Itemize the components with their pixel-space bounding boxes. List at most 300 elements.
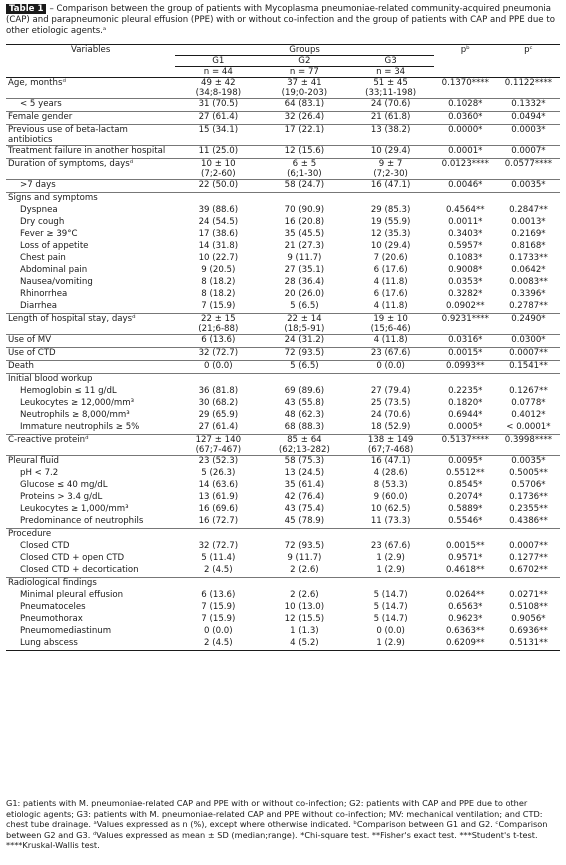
header-n3: n = 34 [347,67,433,78]
table-row [6,335,560,348]
cell-pb-text: 0.6363** [445,626,485,636]
cell-g1-text: 11 (25.0) [198,146,239,156]
cell-g2 [261,541,347,553]
row-label [6,265,175,277]
cell-pb-text: 0.6563* [448,602,483,612]
table-row [6,529,560,542]
cell-g3 [347,217,433,229]
cell-g1 [175,253,261,265]
row-label [6,241,175,253]
cell-pb [434,205,497,217]
header-blank [434,67,497,78]
cell-g3-text: 6 (17.6) [373,289,408,299]
row-label-text: Use of CTD [8,348,56,358]
cell-g3-range: (33;11-198) [365,88,417,98]
cell-g2-text: 1 (1.3) [290,626,319,636]
cell-g1-text: 22 ± 15 [201,314,236,324]
cell-g2-text: 10 (13.0) [284,602,325,612]
cell-pc [497,265,560,277]
cell-g2 [261,626,347,638]
cell-g1-text: 32 (72.7) [198,541,239,551]
table-row [6,146,560,159]
row-label-text: Length of hospital stay, daysᵈ [8,314,136,324]
cell-g2-text: 72 (93.5) [284,541,325,551]
table-row [6,516,560,529]
cell-g2 [261,456,347,469]
table-row [6,504,560,516]
cell-g3-text: 0 (0.0) [376,361,405,371]
row-label [6,435,175,456]
cell-g2-text: 69 (89.6) [284,386,325,396]
cell-g2 [261,398,347,410]
cell-g1-text: 7 (15.9) [201,301,236,311]
row-label [6,374,175,387]
row-label [6,277,175,289]
cell-g3-text: 25 (73.5) [370,398,411,408]
cell-pb-text: 0.0993** [445,361,485,371]
cell-g1-text: 9 (20.5) [201,265,236,275]
cell-g1 [175,361,261,374]
row-label [6,125,175,146]
cell-g3 [347,314,433,335]
row-label-text: Closed CTD [20,541,70,551]
cell-g2 [261,289,347,301]
cell-g3-range: (15;6-46) [370,324,411,334]
cell-pc [497,614,560,626]
cell-g1 [175,456,261,469]
row-label-text: Dyspnea [20,205,58,215]
cell-pb-text: 0.9231**** [441,314,489,324]
row-label-text: Immature neutrophils ≥ 5% [20,422,140,432]
cell-g2-text: 35 (45.5) [284,229,325,239]
row-label-text: Leukocytes ≥ 12,000/mm³ [20,398,135,408]
cell-pb-text: 0.1820* [448,398,483,408]
header-g2: G2 [261,56,347,67]
row-label-text: C-reactive proteinᵈ [8,435,89,445]
table-row [6,492,560,504]
cell-pc-text: 0.0642* [511,265,546,275]
cell-g2-text: 68 (88.3) [284,422,325,432]
cell-pc-text: 0.1122**** [504,78,553,88]
cell-g1 [175,386,261,398]
cell-pb [434,456,497,469]
cell-g1 [175,146,261,159]
cell-g1 [175,112,261,125]
cell-g2 [261,565,347,578]
cell-g3-text: 9 (60.0) [373,492,408,502]
row-label-text: Closed CTD + decortication [20,565,139,575]
cell-g2-text: 28 (36.4) [284,277,325,287]
table-row [6,422,560,435]
cell-g3 [347,504,433,516]
cell-g2-range: (19;0-203) [281,88,328,98]
table-row [6,374,560,387]
table-row [6,602,560,614]
cell-g3-text: 1 (2.9) [376,565,405,575]
cell-g2 [261,410,347,422]
cell-pb [434,386,497,398]
cell-pb-text: 0.0360* [448,112,483,122]
table-row [6,253,560,265]
row-label-text: Loss of appetite [20,241,89,251]
cell-g1-text: 6 (13.6) [201,590,236,600]
cell-g1-text: 6 (13.6) [201,335,236,345]
cell-pc [497,492,560,504]
cell-g2-text: 12 (15.6) [284,146,325,156]
row-label-text: pH < 7.2 [20,468,59,478]
row-label [6,314,175,335]
cell-pb [434,410,497,422]
cell-g1 [175,541,261,553]
cell-pb-text: 0.4564** [445,205,485,215]
cell-g2-text: 12 (15.5) [284,614,325,624]
cell-pc [497,205,560,217]
cell-pc [497,626,560,638]
cell-g1-text: 10 (22.7) [198,253,239,263]
cell-pb [434,492,497,504]
cell-pc [497,314,560,335]
cell-g2 [261,78,347,99]
cell-g1-text: 31 (70.5) [198,99,239,109]
cell-pc [497,435,560,456]
cell-pb [434,374,497,387]
cell-pb-text: 0.9571* [448,553,483,563]
cell-g1-text: 32 (72.7) [198,348,239,358]
cell-pc-text: 0.5108** [509,602,548,612]
row-label-text: Neutrophils ≥ 8,000/mm³ [20,410,130,420]
cell-g1-text: 27 (61.4) [198,112,239,122]
cell-g3 [347,614,433,626]
cell-g3 [347,277,433,289]
cell-g1-range: (34;8-198) [195,88,242,98]
table-row [6,180,560,193]
cell-g1-text: 14 (31.8) [198,241,239,251]
table-row [6,456,560,469]
cell-pb [434,529,497,542]
cell-g1-text: 14 (63.6) [198,480,239,490]
cell-g1-text: 16 (72.7) [198,516,239,526]
cell-pc [497,217,560,229]
cell-g3 [347,590,433,602]
cell-pb [434,468,497,480]
cell-g3 [347,602,433,614]
cell-pb-text: 0.0005* [448,422,483,432]
table-row [6,112,560,125]
cell-g2-text: 43 (55.8) [284,398,325,408]
cell-g3 [347,112,433,125]
table-row [6,241,560,253]
row-label-text: Pneumatoceles [20,602,86,612]
table-row [6,553,560,565]
table-row [6,229,560,241]
cell-g3 [347,422,433,435]
cell-pc-text: 0.1332* [511,99,546,109]
row-label [6,504,175,516]
table-row [6,614,560,626]
cell-g2 [261,348,347,361]
cell-g2-text: 9 (11.7) [287,253,322,263]
cell-g2-text: 9 (11.7) [287,553,322,563]
header-blank [497,67,560,78]
cell-g3 [347,492,433,504]
row-label-text: Hemoglobin ≤ 11 g/dL [20,386,117,396]
cell-g3-text: 11 (73.3) [370,516,411,526]
cell-g2-text: 4 (5.2) [290,638,319,648]
cell-pc-text: 0.6936** [509,626,548,636]
cell-g2 [261,590,347,602]
cell-g1-text: 24 (54.5) [198,217,239,227]
cell-pc-text: 0.0083** [509,277,548,287]
cell-g1-text: 5 (26.3) [201,468,236,478]
cell-g2 [261,193,347,206]
cell-g1-range: (7;2-60) [201,169,236,179]
cell-pc [497,301,560,314]
cell-g3 [347,480,433,492]
table-row [6,265,560,277]
table-row [6,590,560,602]
row-label-text: Duration of symptoms, daysᵈ [8,159,134,169]
cell-g3 [347,289,433,301]
cell-pc-text: 0.0003* [511,125,546,135]
cell-g3 [347,265,433,277]
cell-pb [434,614,497,626]
cell-pc-text: 0.5005** [509,468,548,478]
cell-g1 [175,229,261,241]
table-row [6,159,560,180]
cell-g1-text: 49 ± 42 [201,78,236,88]
cell-g2-text: 20 (26.0) [284,289,325,299]
cell-pb-text: 0.2235* [448,386,483,396]
row-label-text: Pneumomediastinum [20,626,112,636]
cell-g2 [261,314,347,335]
cell-pb-text: 0.2074* [448,492,483,502]
cell-g1-text: 30 (68.2) [198,398,239,408]
row-label [6,529,175,542]
cell-g3 [347,468,433,480]
cell-g3 [347,565,433,578]
row-label-text: Signs and symptoms [8,193,98,203]
cell-g1 [175,289,261,301]
cell-pc [497,410,560,422]
cell-pb-text: 0.9623* [448,614,483,624]
cell-pc [497,398,560,410]
cell-g1-text: 27 (61.4) [198,422,239,432]
cell-g3-text: 23 (67.6) [370,541,411,551]
cell-g1 [175,193,261,206]
table-row [6,578,560,591]
cell-g2 [261,146,347,159]
row-label-text: Predominance of neutrophils [20,516,144,526]
cell-pb [434,125,497,146]
cell-g1 [175,180,261,193]
cell-g2-range: (18;5-91) [284,324,325,334]
cell-g1-text: 2 (4.5) [204,638,233,648]
cell-g2 [261,265,347,277]
cell-g2-text: 85 ± 64 [287,435,322,445]
comparison-table [6,44,560,651]
cell-pc [497,361,560,374]
cell-g3-text: 27 (79.4) [370,386,411,396]
row-label [6,398,175,410]
cell-pb [434,553,497,565]
cell-g1 [175,422,261,435]
cell-g1 [175,78,261,99]
cell-pb [434,348,497,361]
row-label-text: Use of MV [8,335,52,345]
cell-pc-text: 0.1541** [509,361,548,371]
cell-g2-text: 48 (62.3) [284,410,325,420]
cell-pc [497,193,560,206]
cell-g1 [175,516,261,529]
cell-g1 [175,578,261,591]
cell-g3 [347,541,433,553]
cell-pc [497,253,560,265]
row-label-text: >7 days [20,180,56,190]
cell-g3-text: 19 (55.9) [370,217,411,227]
cell-pc [497,456,560,469]
cell-g1 [175,398,261,410]
row-label-text: Diarrhea [20,301,58,311]
cell-pc-text: 0.3396* [511,289,546,299]
cell-pb-text: 0.1028* [448,99,483,109]
cell-g2 [261,435,347,456]
cell-pb [434,602,497,614]
cell-g2-text: 27 (35.1) [284,265,325,275]
cell-pc [497,422,560,435]
cell-g3 [347,374,433,387]
cell-pc-text: 0.6702** [509,565,548,575]
cell-pb-text: 0.6944* [448,410,483,420]
cell-g3 [347,301,433,314]
cell-pb-text: 0.6209** [445,638,485,648]
header-n2: n = 77 [261,67,347,78]
row-label [6,146,175,159]
cell-g3 [347,398,433,410]
cell-g2 [261,504,347,516]
cell-pc-text: 0.2787** [509,301,548,311]
cell-pb [434,422,497,435]
cell-g1 [175,374,261,387]
cell-pc [497,529,560,542]
cell-pb [434,146,497,159]
cell-g3-range: (67;7-468) [367,445,414,455]
cell-g3 [347,553,433,565]
cell-pc [497,180,560,193]
row-label [6,516,175,529]
cell-g1-text: 8 (18.2) [201,277,236,287]
cell-g3-text: 21 (61.8) [370,112,411,122]
row-label [6,480,175,492]
header-n1: n = 44 [175,67,261,78]
cell-g3 [347,253,433,265]
cell-g2 [261,516,347,529]
cell-g3 [347,205,433,217]
cell-pc [497,348,560,361]
cell-pb [434,217,497,229]
cell-g2 [261,112,347,125]
cell-g3 [347,193,433,206]
cell-pc-text: 0.2169* [511,229,546,239]
cell-pc-text: 0.0300* [511,335,546,345]
cell-pc-text: 0.0577**** [504,159,553,169]
cell-g3-text: 5 (14.7) [373,590,408,600]
cell-g1 [175,335,261,348]
cell-pc-text: 0.4012* [511,410,546,420]
cell-g3 [347,348,433,361]
row-label [6,289,175,301]
cell-g3 [347,456,433,469]
row-label-text: Lung abscess [20,638,78,648]
table-row [6,217,560,229]
cell-g1 [175,492,261,504]
row-label [6,159,175,180]
cell-g3-text: 23 (67.6) [370,348,411,358]
cell-g1 [175,217,261,229]
cell-pb-text: 0.5137**** [441,435,489,445]
cell-g1 [175,480,261,492]
table-row [6,289,560,301]
cell-g2-text: 2 (2.6) [290,590,319,600]
cell-pb-text: 0.1370**** [441,78,489,88]
cell-g1 [175,265,261,277]
cell-pc-text: 0.0494* [511,112,546,122]
row-label [6,301,175,314]
cell-pc [497,516,560,529]
row-label [6,335,175,348]
header-g3: G3 [347,56,433,67]
cell-g1-text: 7 (15.9) [201,614,236,624]
cell-g1-text: 0 (0.0) [204,626,233,636]
cell-g2 [261,180,347,193]
cell-g3-text: 4 (11.8) [373,301,408,311]
row-label [6,386,175,398]
row-label [6,614,175,626]
header-g1: G1 [175,56,261,67]
cell-g3-text: 7 (20.6) [373,253,408,263]
table-row [6,410,560,422]
cell-g3-text: 18 (52.9) [370,422,411,432]
row-label [6,602,175,614]
cell-g2-text: 45 (78.9) [284,516,325,526]
cell-pc-text: 0.0035* [511,456,546,466]
cell-g2-text: 58 (75.3) [284,456,325,466]
cell-g2-text: 2 (2.6) [290,565,319,575]
cell-g1-text: 36 (81.8) [198,386,239,396]
cell-pc [497,541,560,553]
cell-g2-text: 5 (6.5) [290,361,319,371]
cell-g1-text: 7 (15.9) [201,602,236,612]
cell-pb-text: 0.1083* [448,253,483,263]
row-label [6,565,175,578]
cell-pc [497,159,560,180]
cell-pb [434,398,497,410]
cell-g3-text: 5 (14.7) [373,602,408,612]
cell-g2 [261,578,347,591]
cell-g2-range: (62;13-282) [278,445,330,455]
cell-g1 [175,159,261,180]
cell-pb [434,277,497,289]
cell-pb [434,289,497,301]
cell-g2 [261,468,347,480]
table-row [6,468,560,480]
cell-g1-text: 29 (65.9) [198,410,239,420]
cell-g2 [261,602,347,614]
cell-pb [434,516,497,529]
cell-pb [434,314,497,335]
cell-g1 [175,241,261,253]
cell-g1-text: 16 (69.6) [198,504,239,514]
cell-g3-text: 12 (35.3) [370,229,411,239]
